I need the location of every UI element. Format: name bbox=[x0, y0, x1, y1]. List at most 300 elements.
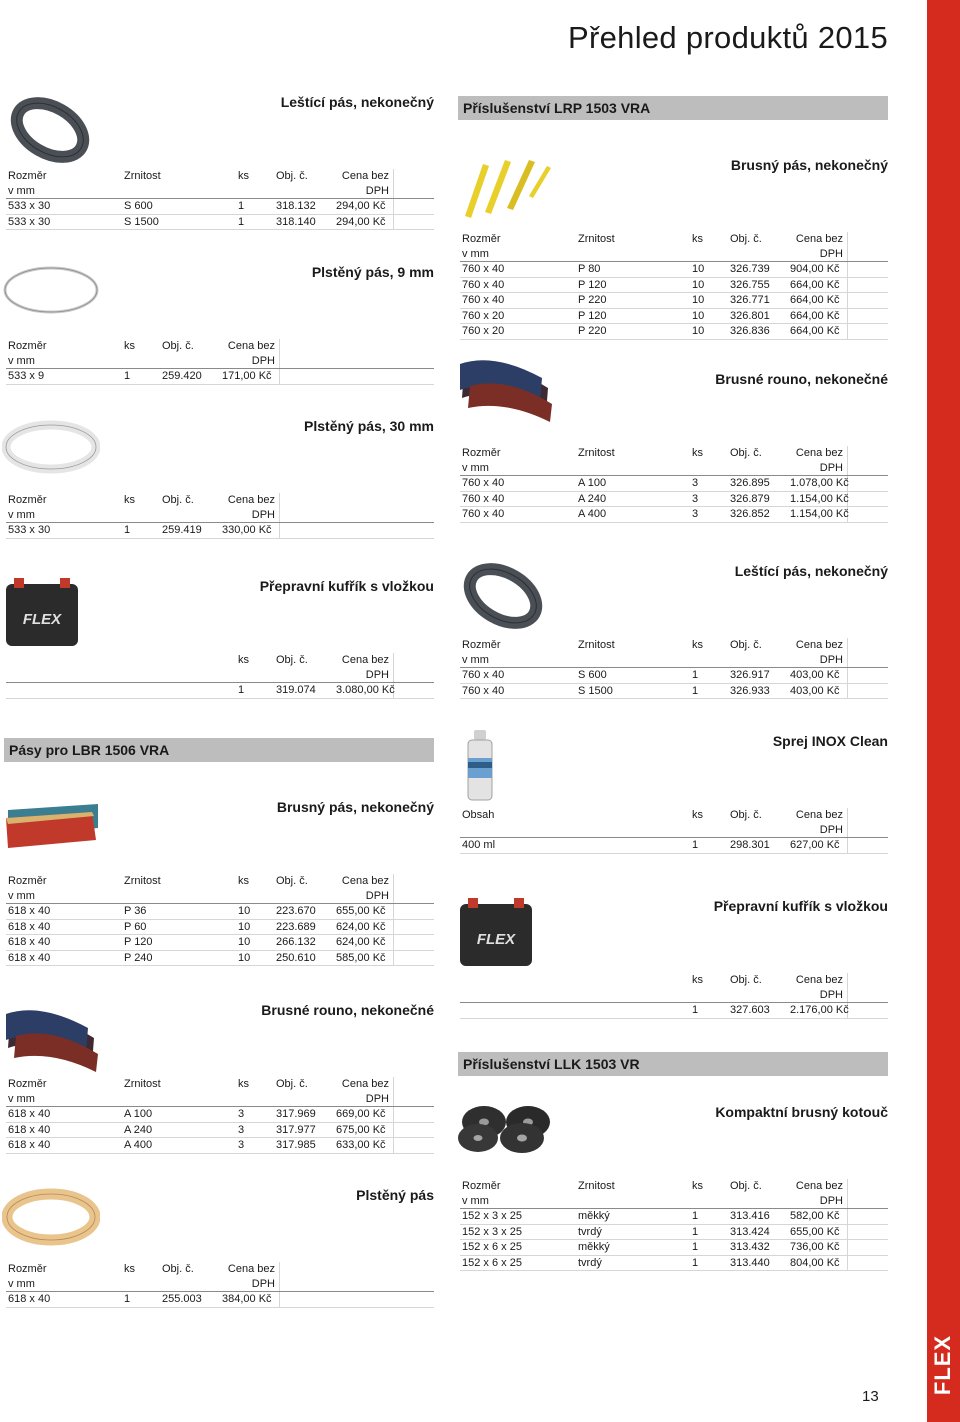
header-line: Obj. č. bbox=[730, 233, 762, 245]
sanding-belt-icon bbox=[2, 796, 100, 854]
header-line: ks bbox=[238, 170, 249, 182]
table-cell: 1 bbox=[692, 1256, 699, 1269]
header-line: Rozměr bbox=[462, 447, 501, 459]
sanding-belt-icon bbox=[455, 156, 555, 230]
table-cell: 10 bbox=[238, 905, 251, 917]
table-cell: 327.603 bbox=[730, 1004, 770, 1016]
table-cell: 400 ml bbox=[462, 839, 496, 851]
header-line: ks bbox=[692, 447, 703, 459]
table-cell: 618 x 40 bbox=[8, 936, 51, 948]
table-cell: A 100 bbox=[124, 1108, 153, 1120]
header-line: Cena bez bbox=[795, 1180, 843, 1192]
section-title: Plstěný pás, 30 mm bbox=[304, 418, 434, 434]
header-line bbox=[276, 668, 334, 683]
table-row bbox=[460, 476, 888, 492]
header-cell bbox=[274, 653, 334, 682]
table-cell: 3 bbox=[238, 1123, 245, 1136]
table-cell: 633,00 Kč bbox=[334, 1138, 394, 1153]
table-cell: 760 x 20 bbox=[462, 309, 505, 322]
table-cell: 294,00 Kč bbox=[334, 215, 394, 230]
header-line: ks bbox=[124, 1263, 135, 1275]
table-header bbox=[6, 1077, 434, 1107]
table-cell: 1 bbox=[692, 1225, 699, 1238]
table-cell: 326.739 bbox=[730, 263, 770, 275]
table-cell: 582,00 Kč bbox=[788, 1209, 848, 1224]
table-cell: 326.755 bbox=[730, 278, 770, 291]
header-line: DPH bbox=[819, 247, 843, 260]
header-line: Cena bez bbox=[227, 1263, 275, 1275]
product-table bbox=[460, 973, 888, 1019]
header-line: Cena bez bbox=[341, 654, 389, 666]
table-cell: 3 bbox=[692, 508, 699, 520]
header-cell bbox=[122, 493, 160, 522]
table-cell: 403,00 Kč bbox=[788, 684, 848, 699]
section-title: Brusný pás, nekonečný bbox=[730, 157, 888, 173]
header-line: v mm bbox=[462, 1194, 489, 1207]
header-cell bbox=[334, 874, 394, 903]
table-cell: 317.985 bbox=[276, 1139, 316, 1151]
table-cell: 250.610 bbox=[276, 951, 316, 964]
header-cell bbox=[728, 1179, 788, 1208]
table-cell: 152 x 3 x 25 bbox=[462, 1225, 522, 1238]
table-cell: S 600 bbox=[578, 669, 607, 681]
product-table bbox=[6, 169, 434, 230]
header-line: DPH bbox=[365, 889, 389, 902]
table-row bbox=[6, 523, 434, 539]
header-line bbox=[462, 988, 690, 1003]
header-cell bbox=[690, 973, 728, 1002]
header-line: v mm bbox=[8, 1092, 35, 1105]
table-cell: 760 x 40 bbox=[462, 278, 505, 291]
header-line: Zrnitost bbox=[578, 447, 615, 459]
header-line: Zrnitost bbox=[124, 170, 161, 182]
table-cell: 326.879 bbox=[730, 492, 770, 505]
table-cell: 1 bbox=[692, 1004, 699, 1016]
header-line: Zrnitost bbox=[124, 1078, 161, 1090]
header-line: Obj. č. bbox=[276, 875, 308, 887]
header-cell bbox=[460, 638, 576, 667]
table-cell bbox=[460, 1003, 690, 1018]
section-title: Brusné rouno, nekonečné bbox=[715, 371, 888, 387]
header-line bbox=[730, 1194, 788, 1209]
product-table bbox=[460, 232, 888, 340]
felt-belt-icon bbox=[2, 418, 100, 476]
header-cell bbox=[788, 446, 848, 475]
table-row bbox=[460, 1256, 888, 1272]
table-cell: 664,00 Kč bbox=[788, 324, 848, 339]
header-cell bbox=[788, 232, 848, 261]
table-row bbox=[460, 262, 888, 278]
section-title: Kompaktní brusný kotouč bbox=[715, 1104, 888, 1120]
header-line bbox=[462, 973, 690, 988]
header-cell bbox=[122, 339, 160, 368]
header-line: Obj. č. bbox=[162, 494, 194, 506]
header-line: Rozměr bbox=[8, 340, 47, 352]
header-line bbox=[162, 1277, 220, 1292]
header-line: Zrnitost bbox=[578, 1180, 615, 1192]
table-cell: 664,00 Kč bbox=[788, 278, 848, 293]
table-cell: 318.140 bbox=[276, 215, 316, 228]
table-cell: 1 bbox=[124, 524, 131, 536]
header-line bbox=[692, 653, 728, 668]
header-line bbox=[462, 823, 690, 838]
header-line: Cena bez bbox=[341, 170, 389, 182]
carrying-case-icon bbox=[4, 576, 80, 650]
header-line: Rozměr bbox=[462, 1180, 501, 1192]
table-row bbox=[460, 684, 888, 700]
header-cell bbox=[274, 1077, 334, 1106]
header-line: Cena bez bbox=[795, 447, 843, 459]
table-cell: 171,00 Kč bbox=[220, 369, 280, 384]
table-cell: 10 bbox=[692, 263, 705, 275]
table-cell: 317.977 bbox=[276, 1123, 316, 1136]
header-line bbox=[124, 184, 236, 199]
table-cell: 10 bbox=[238, 920, 251, 933]
table-cell: tvrdý bbox=[578, 1225, 602, 1238]
header-cell bbox=[690, 1179, 728, 1208]
header-line bbox=[692, 823, 728, 838]
table-cell: 1 bbox=[238, 215, 245, 228]
header-line: Rozměr bbox=[462, 233, 501, 245]
product-table bbox=[460, 1179, 888, 1271]
table-cell: 313.432 bbox=[730, 1241, 770, 1253]
header-line: DPH bbox=[819, 461, 843, 474]
header-line: Rozměr bbox=[8, 1078, 47, 1090]
table-cell: P 120 bbox=[124, 936, 153, 948]
table-row bbox=[460, 668, 888, 684]
header-line bbox=[730, 461, 788, 476]
header-line: Cena bez bbox=[795, 233, 843, 245]
header-line: ks bbox=[692, 233, 703, 245]
header-cell bbox=[576, 446, 690, 475]
header-cell bbox=[690, 446, 728, 475]
table-cell: 760 x 20 bbox=[462, 325, 505, 337]
table-cell: 533 x 30 bbox=[8, 215, 51, 228]
table-cell: 313.440 bbox=[730, 1256, 770, 1269]
header-cell bbox=[728, 808, 788, 837]
table-cell: A 100 bbox=[578, 477, 607, 489]
header-cell bbox=[788, 638, 848, 667]
header-line bbox=[124, 1092, 236, 1107]
table-cell: 736,00 Kč bbox=[788, 1240, 848, 1255]
table-cell: P 36 bbox=[124, 905, 147, 917]
table-cell: 319.074 bbox=[276, 684, 316, 696]
table-cell: 618 x 40 bbox=[8, 1139, 51, 1151]
polishing-belt-icon bbox=[2, 92, 100, 168]
table-cell: měkký bbox=[578, 1210, 610, 1222]
table-cell: 294,00 Kč bbox=[334, 199, 394, 214]
table-cell: 664,00 Kč bbox=[788, 293, 848, 308]
brand-bar bbox=[927, 0, 960, 1422]
header-line: v mm bbox=[8, 508, 35, 521]
header-cell bbox=[576, 1179, 690, 1208]
header-line: ks bbox=[238, 654, 249, 666]
table-cell: 10 bbox=[692, 294, 705, 306]
header-line: Cena bez bbox=[341, 875, 389, 887]
header-cell bbox=[236, 653, 274, 682]
header-cell bbox=[6, 1077, 122, 1106]
table-cell: 313.416 bbox=[730, 1210, 770, 1222]
header-line: Obj. č. bbox=[730, 447, 762, 459]
table-cell: A 240 bbox=[578, 492, 607, 505]
header-line: DPH bbox=[819, 988, 843, 1001]
table-cell: 223.689 bbox=[276, 920, 316, 933]
product-table bbox=[6, 653, 434, 699]
header-line: Zrnitost bbox=[578, 639, 615, 651]
table-cell: P 60 bbox=[124, 920, 147, 933]
table-row bbox=[6, 935, 434, 951]
table-row bbox=[460, 1225, 888, 1241]
header-line: Cena bez bbox=[227, 340, 275, 352]
header-cell bbox=[236, 169, 274, 198]
header-line: Obj. č. bbox=[276, 654, 308, 666]
header-line: ks bbox=[238, 875, 249, 887]
table-row bbox=[6, 951, 434, 967]
table-cell: 760 x 40 bbox=[462, 263, 505, 275]
table-cell: 10 bbox=[692, 325, 705, 337]
table-cell: 313.424 bbox=[730, 1225, 770, 1238]
table-cell: A 240 bbox=[124, 1123, 153, 1136]
table-row bbox=[6, 1107, 434, 1123]
header-cell bbox=[690, 638, 728, 667]
table-header bbox=[6, 653, 434, 683]
header-cell bbox=[6, 169, 122, 198]
table-row bbox=[6, 1138, 434, 1154]
header-line: ks bbox=[124, 340, 135, 352]
table-cell: 152 x 6 x 25 bbox=[462, 1241, 522, 1253]
table-cell: 10 bbox=[692, 309, 705, 322]
table-cell: 1.154,00 Kč bbox=[790, 508, 849, 520]
table-header bbox=[6, 874, 434, 904]
header-line bbox=[692, 988, 728, 1003]
section-bar: Příslušenství LLK 1503 VR bbox=[458, 1052, 888, 1076]
table-cell: 1.154,00 Kč bbox=[790, 492, 849, 505]
header-line bbox=[730, 988, 788, 1003]
table-cell: 760 x 40 bbox=[462, 294, 505, 306]
header-line: Rozměr bbox=[8, 1263, 47, 1275]
section-bar: Příslušenství LRP 1503 VRA bbox=[458, 96, 888, 120]
header-cell bbox=[6, 493, 122, 522]
header-cell bbox=[576, 638, 690, 667]
header-line: ks bbox=[692, 974, 703, 986]
header-cell bbox=[122, 1077, 236, 1106]
table-header bbox=[460, 1179, 888, 1209]
header-line bbox=[238, 184, 274, 199]
table-row bbox=[460, 278, 888, 294]
header-cell bbox=[6, 653, 236, 682]
brand-logo-text: FLEX bbox=[930, 1334, 956, 1396]
table-cell: S 1500 bbox=[578, 684, 613, 697]
table-cell: měkký bbox=[578, 1241, 610, 1253]
header-cell bbox=[6, 1262, 122, 1291]
header-line bbox=[578, 1194, 690, 1209]
header-line: DPH bbox=[251, 354, 275, 367]
header-line: v mm bbox=[462, 461, 489, 474]
header-line: ks bbox=[238, 1078, 249, 1090]
header-line bbox=[124, 508, 160, 523]
section-title: Brusné rouno, nekonečné bbox=[261, 1002, 434, 1018]
table-cell: 618 x 40 bbox=[8, 920, 51, 933]
table-cell: 10 bbox=[238, 951, 251, 964]
header-line: ks bbox=[692, 639, 703, 651]
header-line bbox=[578, 461, 690, 476]
table-cell: P 80 bbox=[578, 263, 601, 275]
header-cell bbox=[236, 1077, 274, 1106]
table-cell: 326.801 bbox=[730, 309, 770, 322]
table-cell: 384,00 Kč bbox=[220, 1292, 280, 1307]
header-line: Cena bez bbox=[227, 494, 275, 506]
header-line bbox=[578, 247, 690, 262]
table-cell: 618 x 40 bbox=[8, 951, 51, 964]
table-row bbox=[460, 1209, 888, 1225]
header-cell bbox=[690, 232, 728, 261]
table-header bbox=[6, 169, 434, 199]
table-cell: 533 x 30 bbox=[8, 524, 51, 536]
table-cell: 326.836 bbox=[730, 325, 770, 337]
header-line: DPH bbox=[365, 1092, 389, 1105]
header-line: v mm bbox=[8, 184, 35, 197]
header-line bbox=[124, 1277, 160, 1292]
header-line: DPH bbox=[819, 1194, 843, 1207]
table-cell: 1 bbox=[692, 839, 699, 851]
section-title: Plstěný pás bbox=[356, 1187, 434, 1203]
table-cell: 152 x 6 x 25 bbox=[462, 1256, 522, 1269]
header-line: DPH bbox=[819, 653, 843, 666]
header-cell bbox=[122, 1262, 160, 1291]
header-cell bbox=[236, 874, 274, 903]
table-cell: 3 bbox=[692, 477, 699, 489]
table-row bbox=[460, 1240, 888, 1256]
table-row bbox=[460, 838, 888, 854]
header-line: Cena bez bbox=[341, 1078, 389, 1090]
header-cell bbox=[728, 232, 788, 261]
section-title: Sprej INOX Clean bbox=[772, 733, 888, 749]
header-line bbox=[238, 1092, 274, 1107]
header-line: Rozměr bbox=[8, 875, 47, 887]
header-line: v mm bbox=[8, 354, 35, 367]
header-line: ks bbox=[692, 1180, 703, 1192]
section-title: Brusný pás, nekonečný bbox=[276, 799, 434, 815]
table-cell: 669,00 Kč bbox=[334, 1107, 394, 1122]
header-line bbox=[238, 889, 274, 904]
table-cell: 10 bbox=[238, 936, 251, 948]
sanding-fleece-icon bbox=[456, 352, 554, 424]
header-line bbox=[8, 668, 236, 683]
felt-belt-icon bbox=[2, 1186, 100, 1248]
table-cell: 3.080,00 Kč bbox=[336, 684, 395, 696]
header-cell bbox=[460, 973, 690, 1002]
header-line: Rozměr bbox=[8, 170, 47, 182]
header-line: Rozměr bbox=[462, 639, 501, 651]
product-table bbox=[460, 446, 888, 523]
table-header bbox=[460, 232, 888, 262]
table-cell: 1 bbox=[124, 1293, 131, 1305]
section-title: Leštící pás, nekonečný bbox=[280, 94, 434, 110]
header-cell bbox=[788, 973, 848, 1002]
table-row bbox=[6, 904, 434, 920]
header-cell bbox=[460, 446, 576, 475]
table-header bbox=[460, 973, 888, 1003]
header-line: DPH bbox=[251, 508, 275, 521]
table-cell: 1 bbox=[692, 684, 699, 697]
header-line bbox=[730, 653, 788, 668]
header-cell bbox=[728, 446, 788, 475]
header-line: Obj. č. bbox=[162, 340, 194, 352]
table-cell: 10 bbox=[692, 278, 705, 291]
spray-can-icon bbox=[464, 728, 496, 802]
table-cell: 618 x 40 bbox=[8, 905, 51, 917]
table-cell: P 120 bbox=[578, 278, 607, 291]
header-line: v mm bbox=[8, 889, 35, 902]
table-header bbox=[460, 638, 888, 668]
header-cell bbox=[274, 169, 334, 198]
header-cell bbox=[728, 638, 788, 667]
table-cell: 259.420 bbox=[162, 370, 202, 382]
header-line: Obj. č. bbox=[730, 639, 762, 651]
header-cell bbox=[274, 874, 334, 903]
table-row bbox=[6, 920, 434, 936]
table-row bbox=[6, 1123, 434, 1139]
polishing-belt-icon bbox=[455, 558, 553, 634]
table-cell: 627,00 Kč bbox=[788, 838, 848, 853]
header-cell bbox=[728, 973, 788, 1002]
header-line: DPH bbox=[365, 668, 389, 681]
table-cell: S 1500 bbox=[124, 215, 159, 228]
table-row bbox=[6, 215, 434, 231]
table-cell: 655,00 Kč bbox=[334, 904, 394, 919]
section-title: Přepravní kufřík s vložkou bbox=[259, 578, 434, 594]
header-line: ks bbox=[692, 809, 703, 821]
product-table bbox=[6, 874, 434, 966]
header-cell bbox=[160, 1262, 220, 1291]
header-cell bbox=[334, 1077, 394, 1106]
header-line bbox=[8, 653, 236, 668]
header-line: Cena bez bbox=[795, 809, 843, 821]
header-cell bbox=[122, 874, 236, 903]
table-header bbox=[6, 493, 434, 523]
header-line: v mm bbox=[462, 653, 489, 666]
table-cell: 152 x 3 x 25 bbox=[462, 1210, 522, 1222]
header-cell bbox=[220, 339, 280, 368]
table-cell: tvrdý bbox=[578, 1256, 602, 1269]
table-row bbox=[6, 683, 434, 699]
table-cell: 1 bbox=[692, 1241, 699, 1253]
section-title: Plstěný pás, 9 mm bbox=[311, 264, 434, 280]
table-cell: 2.176,00 Kč bbox=[790, 1004, 849, 1016]
header-cell bbox=[6, 339, 122, 368]
table-cell: 585,00 Kč bbox=[334, 951, 394, 966]
header-cell bbox=[576, 232, 690, 261]
table-cell: 326.917 bbox=[730, 669, 770, 681]
table-cell: A 400 bbox=[578, 508, 607, 520]
table-cell: 266.132 bbox=[276, 936, 316, 948]
table-cell: 326.895 bbox=[730, 477, 770, 489]
table-cell: 904,00 Kč bbox=[788, 262, 848, 277]
table-cell: 326.852 bbox=[730, 508, 770, 520]
header-cell bbox=[460, 808, 690, 837]
table-cell: S 600 bbox=[124, 200, 153, 212]
header-line bbox=[276, 184, 334, 199]
table-row bbox=[460, 492, 888, 508]
header-line bbox=[692, 461, 728, 476]
header-line: Cena bez bbox=[795, 639, 843, 651]
header-cell bbox=[6, 874, 122, 903]
header-cell bbox=[788, 808, 848, 837]
table-cell: A 400 bbox=[124, 1139, 153, 1151]
table-cell: 3 bbox=[238, 1108, 245, 1120]
header-line: v mm bbox=[462, 247, 489, 260]
felt-belt-icon bbox=[2, 262, 100, 318]
